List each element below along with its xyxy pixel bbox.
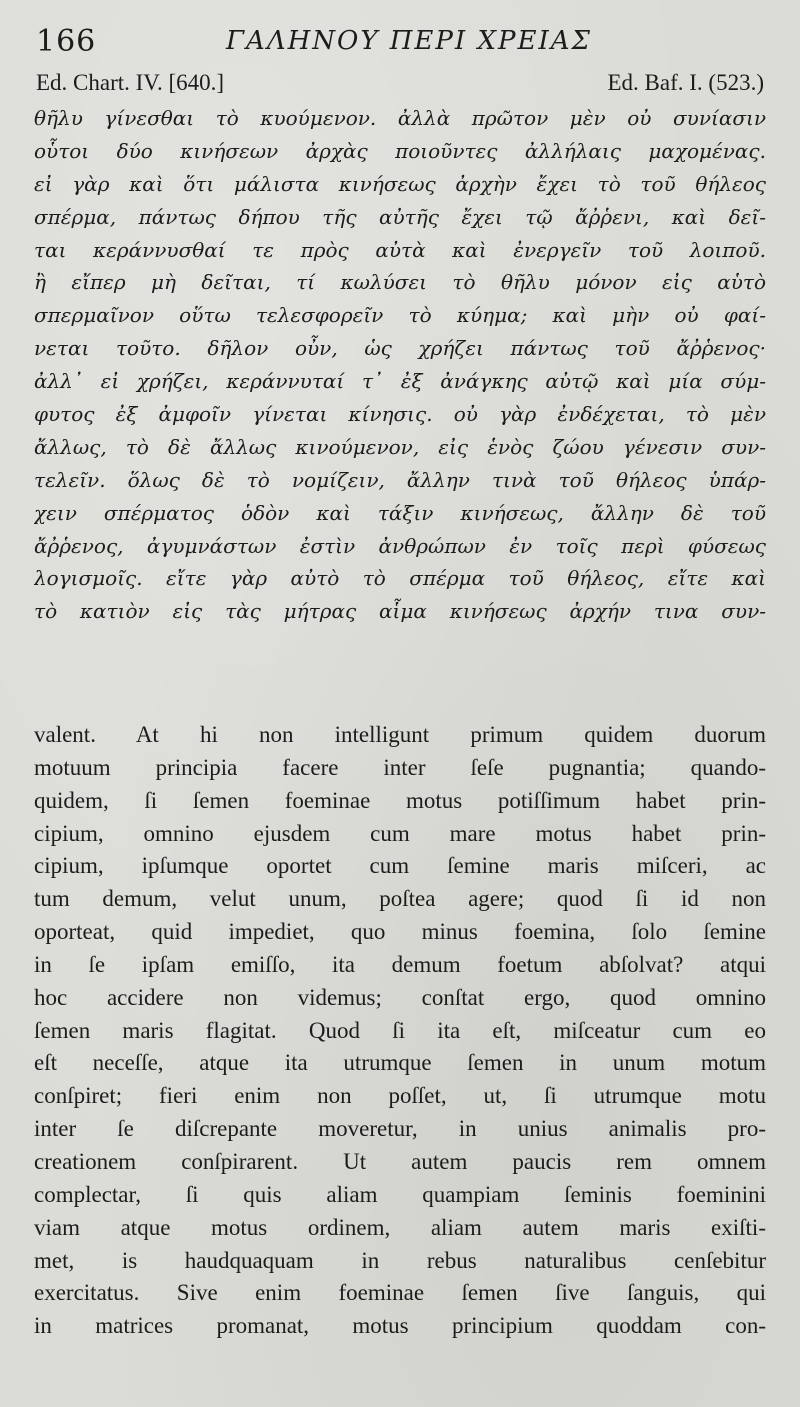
bleed-through-line [60, 676, 760, 702]
edition-reference-basel: Ed. Baf. I. (523.) [607, 70, 764, 95]
greek-line: ἄῤῥενος, ἀγυμνάστων ἐστὶν ἀνθρώπων ἐν τοῖς περὶ φύσεως [34, 533, 766, 558]
bleed-through-line [60, 650, 760, 676]
latin-text-block [34, 719, 766, 1343]
latin-line: conſpiret; fieri enim non poſſet, ut, ſi utrumque motu [34, 1083, 766, 1109]
latin-line: inter ſe diſcrepante moveretur, in unius animalis pro- [34, 1116, 766, 1142]
greek-line: εἰ γὰρ καὶ ὅτι μάλιστα κινήσεως ἀρχὴν ἔχει τὸ τοῦ θήλεος [34, 171, 766, 196]
greek-line: οὗτοι δύο κινήσεων ἀρχὰς ποιοῦντες ἀλλήλαις μαχομένας. [34, 138, 766, 163]
page-header [36, 24, 764, 64]
greek-line: ἀλλ᾽ εἰ χρήζει, κεράννυταί τ᾽ ἐξ ἀνάγκης αὐτῷ καὶ μία σύμ- [34, 369, 766, 394]
latin-line: valent. At hi non intelligunt primum quidem duorum [34, 722, 766, 747]
latin-line: oporteat, quid impediet, quo minus foemina, ſolo ſemine [34, 919, 766, 945]
latin-line: exercitatus. Sive enim foeminae ſemen ſive ſanguis, qui [34, 1280, 766, 1306]
latin-line: quidem, ſi ſemen foeminae motus potiſſimum habet prin- [34, 787, 766, 813]
greek-line: σπερμαῖνον οὕτω τελεσφορεῖν τὸ κύημα; καὶ μὴν οὐ φαί- [34, 303, 766, 328]
greek-line: ἢ εἴπερ μὴ δεῖται, τί κωλύσει τὸ θῆλυ μόνον εἰς αὑτὸ [34, 270, 766, 295]
latin-line: creationem conſpirarent. Ut autem paucis rem omnem [34, 1148, 766, 1174]
greek-line: λογισμοῖς. εἴτε γὰρ αὐτὸ τὸ σπέρμα τοῦ θήλεος, εἴτε καὶ [34, 566, 766, 591]
greek-line: τελεῖν. ὅλως δὲ τὸ νομίζειν, ἄλλην τινὰ τοῦ θήλεος ὑπάρ- [34, 467, 766, 492]
greek-line: σπέρμα, πάντως δήπου τῆς αὐτῆς ἔχει τῷ ἄῤῥενι, καὶ δεῖ- [34, 204, 766, 229]
latin-line: met, is haudquaquam in rebus naturalibus cenſebitur [34, 1247, 766, 1273]
greek-line: θῆλυ γίνεσθαι τὸ κυούμενον. ἀλλὰ πρῶτον μὲν οὐ συνίασιν [34, 106, 766, 130]
latin-line: motuum principia facere inter ſeſe pugnantia; quando- [34, 754, 766, 780]
bleed-through-shadow [60, 650, 760, 710]
latin-line: eſt neceſſe, atque ita utrumque ſemen in unum motum [34, 1050, 766, 1076]
greek-line: φυτος ἐξ ἀμφοῖν γίνεται κίνησις. οὐ γὰρ ἐνδέχεται, τὸ μὲν [34, 402, 766, 427]
greek-text-block [34, 102, 766, 628]
latin-line: viam atque motus ordinem, aliam autem maris exiſti- [34, 1214, 766, 1240]
greek-line: ται κεράννυσθαί τε πρὸς αὐτὰ καὶ ἐνεργεῖν τοῦ λοιποῦ. [34, 237, 766, 262]
latin-line: in ſe ipſam emiſſo, ita demum foetum abſolvat? atqui [34, 951, 766, 977]
edition-references [36, 70, 764, 102]
running-head: ΓΑΛΗΝΟΥ ΠΕΡΙ ΧΡΕΙΑΣ [226, 26, 592, 56]
latin-line: complectar, ſi quis aliam quampiam ſeminis foeminini [34, 1181, 766, 1207]
latin-line: ſemen maris flagitat. Quod ſi ita eſt, miſceatur cum eo [34, 1017, 766, 1043]
greek-line: τὸ κατιὸν εἰς τὰς μήτρας αἷμα κινήσεως ἀρχήν τινα συν- [34, 599, 766, 624]
latin-line: in matrices promanat, motus principium quoddam con- [34, 1313, 766, 1339]
greek-line: νεται τοῦτο. δῆλον οὖν, ὡς χρήζει πάντως τοῦ ἄῤῥενος· [34, 336, 766, 361]
greek-line: χειν σπέρματος ὁδὸν καὶ τάξιν κινήσεως, ἄλλην δὲ τοῦ [34, 500, 766, 525]
latin-line: tum demum, velut unum, poſtea agere; quod ſi id non [34, 886, 766, 912]
latin-line: cipium, ipſumque oportet cum ſemine maris miſceri, ac [34, 853, 766, 879]
latin-line: cipium, omnino ejusdem cum mare motus habet prin- [34, 820, 766, 846]
page-number: 166 [36, 24, 97, 59]
latin-line: hoc accidere non videmus; conſtat ergo, quod omnino [34, 984, 766, 1010]
edition-reference-chartier: Ed. Chart. IV. [640.] [36, 70, 225, 95]
greek-line: ἄλλως, τὸ δὲ ἄλλως κινούμενον, εἰς ἑνὸς ζώου γένεσιν συν- [34, 434, 766, 459]
